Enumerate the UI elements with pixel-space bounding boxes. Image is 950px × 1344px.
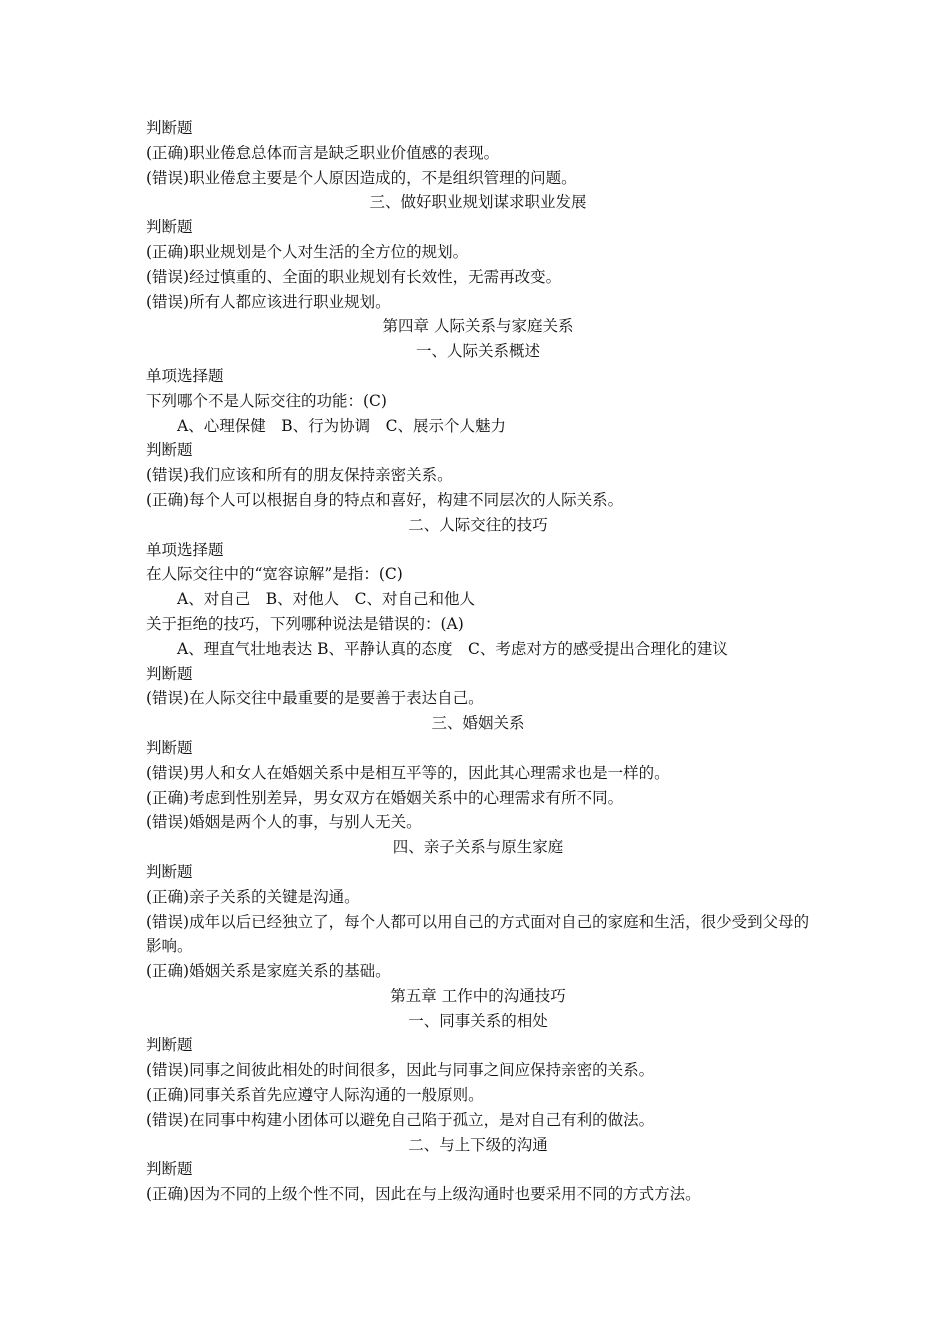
question-type-label: 判断题 <box>146 1160 193 1179</box>
question-item: (正确)因为不同的上级个性不同，因此在与上级沟通时也要采用不同的方式方法。 <box>146 1185 701 1204</box>
question-type-label: 判断题 <box>146 1036 193 1055</box>
section-heading: 四、亲子关系与原生家庭 <box>392 838 564 857</box>
question-item: (错误)在人际交往中最重要的是要善于表达自己。 <box>146 689 484 708</box>
question-item: 在人际交往中的“宽容谅解”是指：(C) <box>146 565 403 584</box>
section-heading: 一、人际关系概述 <box>415 342 540 361</box>
document-page <box>146 116 810 1207</box>
section-heading: 二、人际交往的技巧 <box>408 515 548 534</box>
question-type-label: 判断题 <box>146 119 193 137</box>
section-heading: 一、同事关系的相处 <box>408 1011 548 1030</box>
chapter-heading: 第五章 工作中的沟通技巧 <box>390 986 566 1005</box>
question-item: (错误)职业倦怠主要是个人原因造成的，不是组织管理的问题。 <box>146 168 577 187</box>
section-heading: 三、做好职业规划谋求职业发展 <box>369 193 587 212</box>
question-item: (错误)所有人都应该进行职业规划。 <box>146 292 391 311</box>
question-item: (错误)婚姻是两个人的事，与别人无关。 <box>146 813 422 832</box>
question-type-label: 单项选择题 <box>146 366 224 385</box>
question-item: (正确)职业规划是个人对生活的全方位的规划。 <box>146 242 469 261</box>
answer-options: A、心理保健 B、行为协调 C、展示个人魅力 <box>177 416 506 435</box>
question-item: 下列哪个不是人际交往的功能：(C) <box>146 391 387 410</box>
question-item: (正确)职业倦怠总体而言是缺乏职业价值感的表现。 <box>146 143 500 162</box>
question-item: (正确)同事关系首先应遵守人际沟通的一般原则。 <box>146 1086 484 1105</box>
question-item: (错误)男人和女人在婚姻关系中是相互平等的，因此其心理需求也是一样的。 <box>146 763 670 782</box>
question-item: 关于拒绝的技巧，下列哪种说法是错误的：(A) <box>146 614 464 633</box>
section-heading: 三、婚姻关系 <box>431 714 525 733</box>
question-type-label: 判断题 <box>146 441 193 460</box>
question-type-label: 判断题 <box>146 218 193 237</box>
answer-options: A、理直气壮地表达 B、平静认真的态度 C、考虑对方的感受提出合理化的建议 <box>177 639 728 658</box>
question-type-label: 判断题 <box>146 738 193 757</box>
question-type-label: 判断题 <box>146 862 193 881</box>
question-item: (正确)婚姻关系是家庭关系的基础。 <box>146 962 391 981</box>
question-item: (正确)考虑到性别差异，男女双方在婚姻关系中的心理需求有所不同。 <box>146 788 624 807</box>
question-item: (错误)同事之间彼此相处的时间很多，因此与同事之间应保持亲密的关系。 <box>146 1061 655 1080</box>
question-item: (正确)亲子关系的关键是沟通。 <box>146 887 360 906</box>
question-item: (错误)在同事中构建小团体可以避免自己陷于孤立，是对自己有利的做法。 <box>146 1110 655 1129</box>
answer-options: A、对自己 B、对他人 C、对自己和他人 <box>177 590 475 609</box>
question-item: (错误)经过慎重的、全面的职业规划有长效性，无需再改变。 <box>146 267 562 286</box>
question-item: (错误)我们应该和所有的朋友保持亲密关系。 <box>146 466 453 485</box>
question-item: (错误)成年以后已经独立了，每个人都可以用自己的方式面对自己的家庭和生活，很少受到父母的影响。 <box>146 912 810 956</box>
question-type-label: 单项选择题 <box>146 540 224 559</box>
question-item: (正确)每个人可以根据自身的特点和喜好，构建不同层次的人际关系。 <box>146 490 624 509</box>
chapter-heading: 第四章 人际关系与家庭关系 <box>382 317 574 336</box>
question-type-label: 判断题 <box>146 664 193 683</box>
section-heading: 二、与上下级的沟通 <box>408 1135 548 1154</box>
